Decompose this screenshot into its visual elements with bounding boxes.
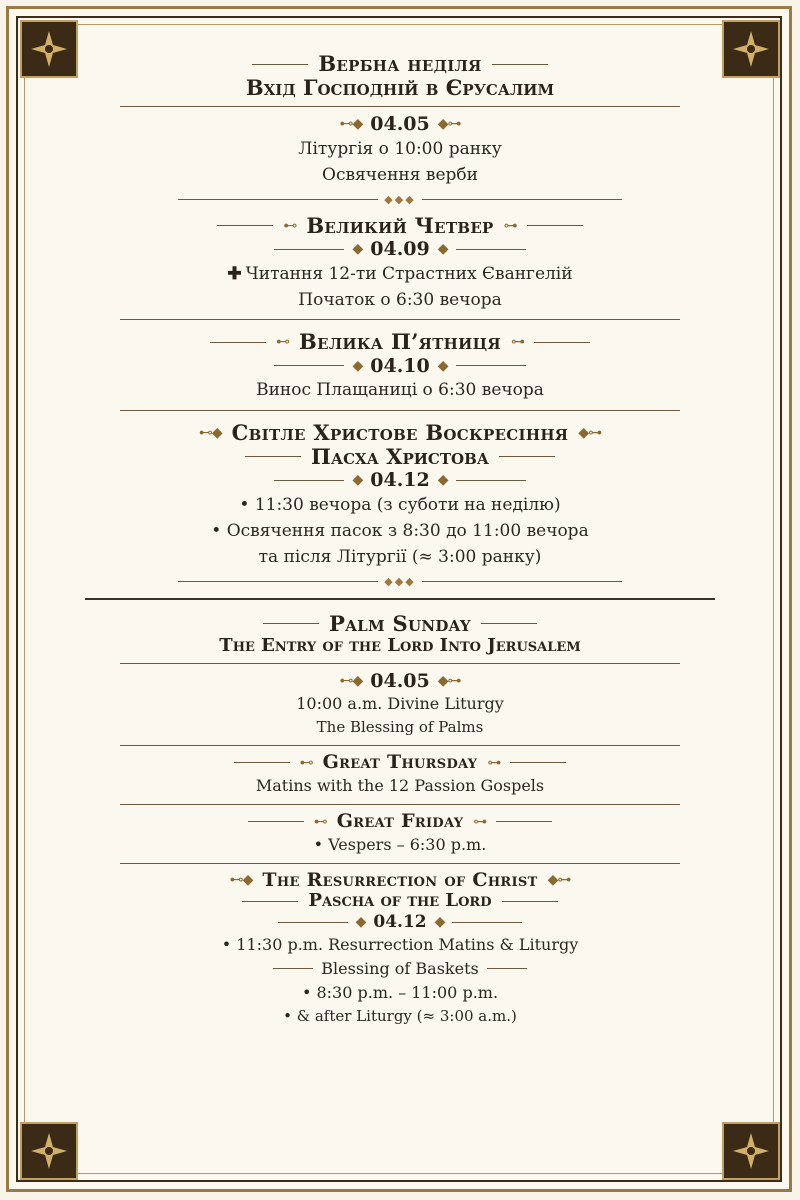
ornamental-rule xyxy=(80,193,720,206)
title-line xyxy=(534,342,590,343)
en-great-friday-title-row xyxy=(80,811,720,833)
en-palm-sunday-line-2: The Blessing of Palms xyxy=(316,718,484,737)
divider-rule xyxy=(120,745,680,746)
en-great-thursday-title: Great Thursday xyxy=(322,750,478,773)
ua-great-thursday-title: Великий Четвер xyxy=(306,212,494,238)
en-palm-sunday-subtitle: The Entry of the Lord Into Jerusalem xyxy=(219,634,581,656)
flourish-icon: ◆ xyxy=(352,357,363,374)
flourish-icon: ◆⊶ xyxy=(547,872,571,889)
ua-palm-sunday-title-row xyxy=(80,52,720,76)
title-line xyxy=(481,623,537,624)
ua-resurrection-subtitle-row xyxy=(80,445,720,469)
flourish-icon: ⊷◆ xyxy=(339,672,363,689)
flourish-icon: ⊷ xyxy=(313,813,327,830)
en-resurrection-section xyxy=(80,870,720,1027)
en-great-friday-section xyxy=(80,811,720,864)
flourish-icon: ⊷◆ xyxy=(198,424,222,441)
corner-ornament-icon xyxy=(722,20,780,78)
flourish-icon: ⊶ xyxy=(510,334,524,351)
flourish-icon: ◆ xyxy=(352,240,363,257)
flourish-icon: ◆⊶ xyxy=(437,116,461,133)
flourish-icon: ⊷ xyxy=(283,217,297,234)
ua-great-friday-section xyxy=(80,330,720,410)
flourish-icon: ◆ xyxy=(434,913,445,930)
corner-ornament-icon xyxy=(20,1122,78,1180)
ua-resurrection-title-row xyxy=(80,421,720,445)
en-great-thursday-section xyxy=(80,752,720,805)
en-resurrection-date-row xyxy=(80,912,720,932)
ua-great-friday-title-row xyxy=(80,330,720,354)
divider-rule xyxy=(120,863,680,864)
en-great-friday-title: Great Friday xyxy=(336,809,464,832)
ua-great-friday-line-1: Винос Плащаниці о 6:30 вечора xyxy=(256,380,544,401)
ua-great-friday-title: Велика П’ятниця xyxy=(299,329,501,355)
flourish-icon: ⊶ xyxy=(487,754,501,771)
flourish-icon: ◆⊶ xyxy=(578,424,602,441)
divider-rule xyxy=(120,804,680,805)
en-great-thursday-line-1: Matins with the 12 Passion Gospels xyxy=(255,775,545,795)
ua-palm-sunday-date-row xyxy=(80,113,720,136)
flourish-icon: ⊶ xyxy=(503,217,517,234)
diamond-ornament-icon: ◆◆◆ xyxy=(384,574,416,588)
ua-palm-sunday-line-1: Літургія о 10:00 ранку xyxy=(298,139,502,160)
divider-rule xyxy=(120,319,680,320)
ua-resurrection-date: 04.12 xyxy=(370,468,430,491)
ua-palm-sunday-section xyxy=(80,52,720,206)
flourish-icon: ◆ xyxy=(352,471,363,488)
ua-resurrection-subtitle: Пасха Христова xyxy=(311,443,489,469)
flourish-icon: ◆ xyxy=(437,240,448,257)
ua-great-thursday-date-row xyxy=(80,238,720,261)
ua-resurrection-title: Світле Христове Воскресіння xyxy=(231,419,569,445)
flourish-icon: ◆⊶ xyxy=(437,672,461,689)
schedule-content xyxy=(80,52,720,1027)
en-palm-sunday-title-row xyxy=(80,612,720,636)
corner-ornament-icon xyxy=(722,1122,780,1180)
flourish-icon: ◆ xyxy=(437,471,448,488)
en-resurrection-line-1: • 11:30 p.m. Resurrection Matins & Liturgy xyxy=(221,934,579,954)
flourish-icon: ⊷ xyxy=(299,754,313,771)
en-resurrection-title: The Resurrection of Christ xyxy=(262,868,538,891)
title-line xyxy=(234,762,290,763)
ua-great-thursday-line-1-text: Читання 12-ти Страстних Євангелій xyxy=(245,263,573,284)
en-palm-sunday-line-1: 10:00 a.m. Divine Liturgy xyxy=(296,694,504,714)
title-line xyxy=(492,64,548,65)
en-palm-sunday-section xyxy=(80,612,720,746)
flourish-icon: ⊷◆ xyxy=(339,116,363,133)
cross-icon: ✚ xyxy=(227,263,242,284)
divider-rule xyxy=(120,663,680,664)
divider-rule xyxy=(120,106,680,107)
flourish-icon: ◆ xyxy=(355,913,366,930)
en-resurrection-title-row xyxy=(80,870,720,892)
en-baskets-line-2: • & after Liturgy (≈ 3:00 a.m.) xyxy=(283,1006,517,1025)
title-line xyxy=(499,456,555,457)
ua-resurrection-line-3: та після Літургії (≈ 3:00 ранку) xyxy=(258,547,542,568)
ua-palm-sunday-subtitle: Вхід Господній в Єрусалим xyxy=(245,75,555,101)
en-baskets-heading: Blessing of Baskets xyxy=(321,958,479,978)
ua-resurrection-line-1: • 11:30 вечора (з суботи на неділю) xyxy=(239,494,561,515)
ua-great-friday-date: 04.10 xyxy=(370,354,430,377)
title-line xyxy=(496,821,552,822)
title-line xyxy=(510,762,566,763)
en-palm-sunday-date: 04.05 xyxy=(370,669,430,692)
title-line xyxy=(527,225,583,226)
corner-ornament-icon xyxy=(20,20,78,78)
en-great-friday-line-1: • Vespers – 6:30 p.m. xyxy=(313,834,487,854)
title-line xyxy=(502,901,558,902)
ua-palm-sunday-line-2: Освячення верби xyxy=(322,165,478,186)
title-line xyxy=(263,623,319,624)
ua-resurrection-date-row xyxy=(80,469,720,492)
title-line xyxy=(248,821,304,822)
flourish-icon: ⊷ xyxy=(276,334,290,351)
title-line xyxy=(210,342,266,343)
language-divider xyxy=(85,598,715,600)
title-line xyxy=(245,456,301,457)
en-great-thursday-title-row xyxy=(80,752,720,774)
flourish-icon: ◆ xyxy=(437,357,448,374)
ua-great-thursday-date: 04.09 xyxy=(370,237,430,260)
en-baskets-heading-row xyxy=(80,957,720,981)
ua-palm-sunday-title: Вербна неділя xyxy=(318,51,482,76)
ua-palm-sunday-date: 04.05 xyxy=(370,113,430,136)
divider-rule xyxy=(120,410,680,411)
ua-great-thursday-line-2: Початок о 6:30 вечора xyxy=(298,290,502,311)
flourish-icon: ⊶ xyxy=(473,813,487,830)
ua-great-thursday-line-1 xyxy=(80,261,720,287)
en-palm-sunday-date-row xyxy=(80,670,720,693)
en-resurrection-date: 04.12 xyxy=(373,912,427,933)
en-resurrection-subtitle-row xyxy=(80,891,720,912)
title-line xyxy=(217,225,273,226)
title-line xyxy=(242,901,298,902)
ornamental-rule xyxy=(80,575,720,588)
ua-great-thursday-section xyxy=(80,214,720,321)
ua-resurrection-line-2: • Освячення пасок з 8:30 до 11:00 вечора xyxy=(211,521,589,542)
en-palm-sunday-title: Palm Sunday xyxy=(329,610,471,636)
ua-great-friday-date-row xyxy=(80,355,720,378)
en-baskets-line-1: • 8:30 p.m. – 11:00 p.m. xyxy=(301,982,499,1002)
flourish-icon: ⊷◆ xyxy=(229,872,253,889)
ua-great-thursday-title-row xyxy=(80,214,720,238)
diamond-ornament-icon: ◆◆◆ xyxy=(384,192,416,206)
ua-resurrection-section xyxy=(80,421,720,588)
title-line xyxy=(252,64,308,65)
en-resurrection-subtitle: Pascha of the Lord xyxy=(308,890,492,912)
